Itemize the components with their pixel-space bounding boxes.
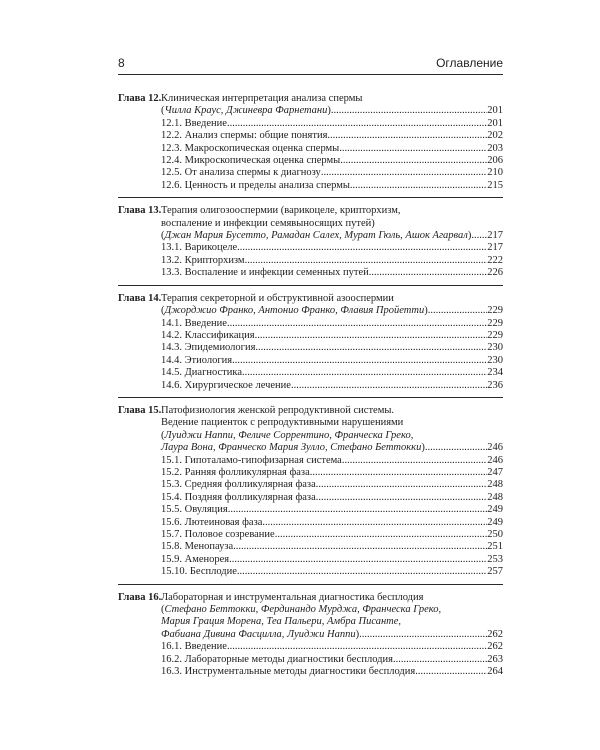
toc-entry-page: 234: [487, 367, 503, 379]
toc-entry-title: 13.1. Варикоцеле: [161, 242, 238, 254]
chapter-title: воспаление и инфекции семявыносящих путей): [161, 217, 375, 229]
toc-entry-title: 15.9. Аменорея: [161, 553, 230, 565]
toc-entry-title: 12.5. От анализа спермы к диагнозу: [161, 167, 321, 179]
toc-entry[interactable]: [161, 517, 503, 529]
toc-entry[interactable]: [161, 180, 503, 192]
toc-entry-page: 229: [487, 317, 503, 329]
authors-text: Лаура Вона, Франческо Мария Зулло, Стефано Беттокки: [161, 442, 422, 454]
authors-text: Стефано Беттокки, Фердинандо Мурджа, Франческа Греко,: [164, 604, 442, 616]
toc-entry-page: 226: [487, 267, 503, 279]
toc-entry[interactable]: [161, 267, 503, 279]
toc-entry-page: 217: [487, 242, 503, 254]
chapter-16: [118, 592, 503, 684]
toc-entry-title: 12.2. Анализ спермы: общие понятия: [161, 130, 328, 142]
chapter-title: Лабораторная и инструментальная диагностика бесплодия: [161, 591, 424, 603]
toc-entry-title: 15.1. Гипоталамо-гипофизарная система: [161, 454, 342, 466]
toc-entry[interactable]: [161, 666, 503, 678]
toc-entry[interactable]: [161, 479, 503, 491]
toc-entry-title: 14.6. Хирургическое лечение: [161, 379, 291, 391]
toc-entry-page: 202: [487, 130, 503, 142]
authors-text: Джорджио Франко, Антонио Франко, Флавия Пройетти: [164, 305, 425, 317]
toc-entry-title: 16.1. Введение: [161, 641, 227, 653]
chapter-12: [118, 93, 503, 198]
toc-entry-title: 16.2. Лабораторные методы диагностики бесплодия: [161, 653, 393, 665]
toc-entry-page: 229: [487, 329, 503, 341]
chapter-13: [118, 205, 503, 285]
toc-entry-page: 246: [487, 454, 503, 466]
running-header: [118, 56, 503, 75]
toc-entry-page: 253: [487, 553, 503, 565]
toc-entry-title: 12.4. Микроскопическая оценка спермы: [161, 155, 341, 167]
toc-entry-page: 230: [487, 354, 503, 366]
authors-page: 201: [487, 105, 503, 117]
chapter-title: Клиническая интерпретация анализа спермы: [161, 93, 363, 104]
toc-entry-page: 263: [487, 653, 503, 665]
toc-entry-title: 13.3. Воспаление и инфекции семенных путей: [161, 267, 369, 279]
toc-entry[interactable]: [161, 467, 503, 479]
page-number: 8: [118, 56, 125, 70]
toc-entry-title: 15.6. Лютеиновая фаза: [161, 516, 263, 528]
toc-entry-page: 203: [487, 142, 503, 154]
toc-entry[interactable]: [161, 541, 503, 553]
toc-entry-page: 249: [487, 504, 503, 516]
toc-entry[interactable]: [161, 118, 503, 130]
toc-entry-title: 14.2. Классификация: [161, 329, 255, 341]
toc-entry[interactable]: [161, 355, 503, 367]
toc-entry[interactable]: [161, 529, 503, 541]
running-title: Оглавление: [436, 56, 503, 70]
toc-entry-page: 206: [487, 155, 503, 167]
authors-text: Джан Мария Бусетто, Рамадан Салех, Мурат Гюль, Ашок Агарвал: [164, 230, 468, 242]
toc-entry-title: 12.3. Макроскопическая оценка спермы: [161, 142, 340, 154]
chapter-label: Глава 12.: [118, 93, 162, 104]
toc-entry-page: 249: [487, 516, 503, 528]
chapter-title: Терапия олигозооспермии (варикоцеле, крипторхизм,: [161, 205, 401, 217]
chapter-14: [118, 293, 503, 398]
chapter-label: Глава 13.: [118, 205, 162, 217]
toc-entry-page: 257: [487, 566, 503, 578]
toc-entry-title: 13.2. Крипторхизм: [161, 254, 245, 266]
toc-entry-title: 15.7. Половое созревание: [161, 529, 275, 540]
authors-text: Чилла Краус, Джиневра Фарнетани: [164, 105, 328, 117]
authors-page: 229: [487, 305, 503, 317]
toc-entry-title: 14.3. Эпидемиология: [161, 342, 256, 354]
chapter-authors: Фабиана Дивина Фасцилла, Луиджи Наппи) ..... 262: [161, 629, 503, 641]
toc-entry-page: 262: [487, 641, 503, 653]
toc-entry-page: 230: [487, 342, 503, 354]
toc-entry[interactable]: [161, 641, 503, 653]
authors-page: 262: [487, 628, 503, 640]
toc-entry-page: 210: [487, 167, 503, 179]
toc-entry-page: 222: [487, 254, 503, 266]
toc-entry[interactable]: [161, 330, 503, 342]
authors-page: 217: [487, 230, 503, 242]
toc-entry-title: 15.2. Ранняя фолликулярная фаза: [161, 466, 310, 478]
toc-entry[interactable]: [161, 155, 503, 167]
toc-entry[interactable]: [161, 130, 503, 142]
chapter-authors: [161, 616, 503, 628]
toc-entry[interactable]: [161, 242, 503, 254]
toc-entry-title: 12.1. Введение: [161, 117, 227, 129]
toc-entry[interactable]: [161, 342, 503, 354]
chapter-label: Глава 15.: [118, 404, 162, 416]
toc-entry-page: 248: [487, 479, 503, 491]
toc-entry-title: 14.1. Введение: [161, 317, 227, 329]
toc-entry[interactable]: [161, 380, 503, 392]
toc-entry-title: 15.3. Средняя фолликулярная фаза: [161, 479, 316, 491]
toc-entry[interactable]: [161, 504, 503, 516]
chapter-15: [118, 405, 503, 585]
authors-text: Луиджи Наппи, Феличе Соррентино, Франческа Греко,: [164, 429, 414, 441]
toc-entry-title: 15.10. Бесплодие: [161, 566, 237, 578]
toc-entry-page: 215: [487, 179, 503, 191]
toc-entry[interactable]: [161, 167, 503, 179]
toc-entry-title: 15.5. Овуляция: [161, 504, 228, 516]
chapter-authors: (Луиджи Наппи, Феличе Соррентино, Франческа Греко,: [161, 429, 414, 441]
toc-entry[interactable]: [161, 318, 503, 330]
chapter-authors: (Джан Мария Бусетто, Рамадан Салех, Мурат Гюль, Ашок Агарвал) ..... 217: [161, 230, 503, 242]
toc-entry[interactable]: [161, 492, 503, 504]
toc-entry-page: 248: [487, 491, 503, 503]
toc-entry-page: 236: [487, 379, 503, 391]
authors-text: Фабиана Дивина Фасцилла, Луиджи Наппи: [161, 628, 356, 640]
chapter-title: Ведение пациенток с репродуктивными нарушениями: [161, 417, 404, 429]
chapter-authors: (Стефано Беттокки, Фердинандо Мурджа, Франческа Греко,: [161, 604, 442, 616]
toc-entry[interactable]: [161, 654, 503, 666]
toc-entry[interactable]: [161, 455, 503, 467]
toc-entry[interactable]: [161, 143, 503, 155]
toc-entry[interactable]: [161, 255, 503, 267]
chapter-title: Патофизиология женской репродуктивной системы.: [161, 404, 395, 416]
chapter-authors: (Чилла Краус, Джиневра Фарнетани) ..... 201: [161, 105, 503, 117]
toc-entry-page: 250: [487, 529, 503, 540]
toc-entry-title: 12.6. Ценность и пределы анализа спермы: [161, 179, 350, 191]
chapter-title: Терапия секреторной и обструктивной азооспермии: [161, 292, 394, 304]
toc-entry-page: 201: [487, 117, 503, 129]
toc-entry-title: 14.5. Диагностика: [161, 367, 242, 379]
toc-entry-title: 14.4. Этиология: [161, 354, 233, 366]
toc-entry[interactable]: [161, 566, 503, 578]
toc-entry-title: 15.4. Поздняя фолликулярная фаза: [161, 491, 316, 503]
chapter-authors: Лаура Вона, Франческо Мария Зулло, Стефано Беттокки) ..... 246: [161, 442, 503, 454]
toc-entry[interactable]: [161, 367, 503, 379]
authors-text: Мария Грация Морена, Теа Пальери, Амбра Писанте,: [161, 616, 402, 628]
chapter-authors: (Джорджио Франко, Антонио Франко, Флавия Пройетти) ..... 229: [161, 305, 503, 317]
toc-entry[interactable]: [161, 554, 503, 566]
toc-entry-page: 251: [487, 541, 503, 553]
toc-entry-page: 247: [487, 466, 503, 478]
chapter-label: Глава 14.: [118, 292, 162, 304]
chapter-label: Глава 16.: [118, 591, 162, 603]
table-of-contents: [118, 93, 503, 690]
toc-entry-page: 264: [487, 666, 503, 678]
toc-entry-title: 16.3. Инструментальные методы диагностики бесплодия: [161, 666, 416, 678]
toc-entry-title: 15.8. Менопауза: [161, 541, 234, 553]
authors-page: 246: [487, 442, 503, 454]
